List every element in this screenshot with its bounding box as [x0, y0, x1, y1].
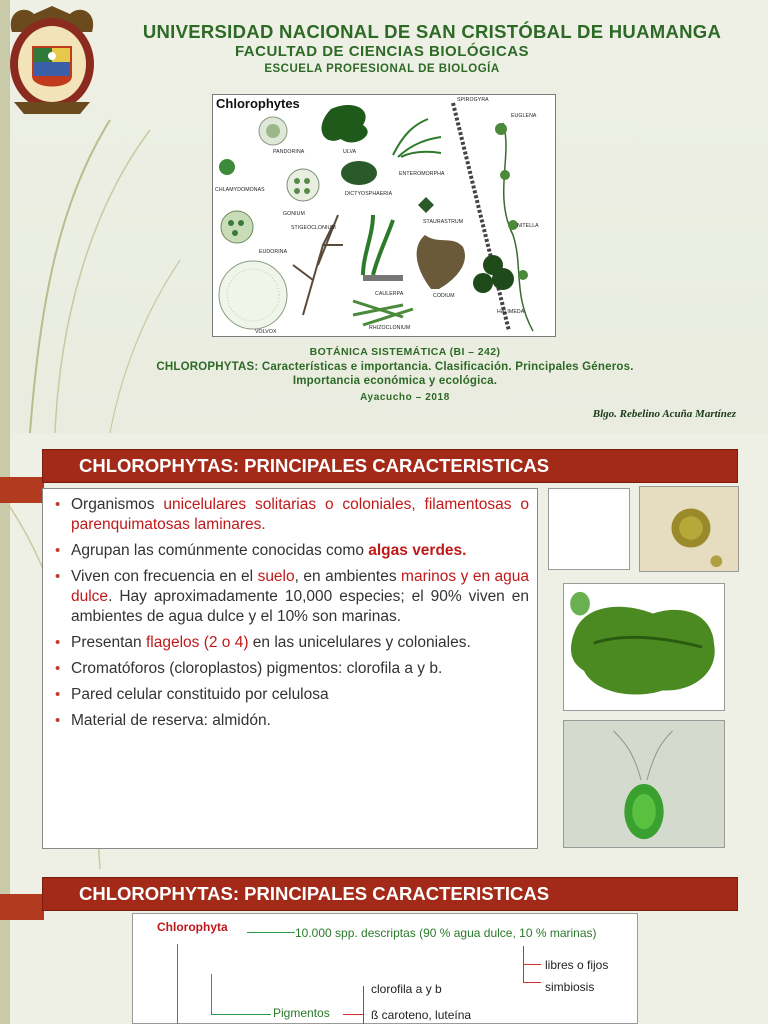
bullet-highlight: marinos y en agua dulce [71, 568, 529, 605]
label-rhizoclonium: RHIZOCLONIUM [369, 325, 411, 331]
label-halimeda: HALIMEDA [497, 309, 525, 315]
bullet-highlight: suelo [257, 568, 295, 585]
subject-line2: Importancia económica y ecológica. [292, 375, 498, 387]
label-codium: CODIUM [433, 293, 455, 299]
bullet-text: . Hay aproximadamente 10,000 especies; el 90% viven en ambientes de agua dulce y el 10% son marinas. [71, 588, 529, 625]
left-stripe [0, 869, 10, 1024]
university-name: UNIVERSIDAD NACIONAL DE SAN CRISTÓBAL DE HUAMANGA [142, 21, 722, 42]
connector-line [363, 986, 364, 1024]
list-item [51, 633, 529, 653]
label-staurastrum: STAURASTRUM [423, 219, 464, 225]
diagram-symbiosis: simbiosis [545, 980, 595, 994]
label-chlamydomonas: CHLAMYDOMONAS [215, 187, 265, 193]
subject-rest: Características e importancia. Clasificación. Principales Géneros. [258, 361, 634, 373]
banner-title: CHLOROPHYTAS: PRINCIPALES CARACTERISTICAS [79, 883, 550, 904]
bullet-text: en las unicelulares y coloniales. [248, 634, 471, 651]
bullet-text: Organismos [71, 496, 164, 513]
bullet-highlight: unicelulares solitarias o coloniales, filamentosas o parenquimatosas laminares. [71, 496, 529, 533]
chlorophytes-plate [212, 94, 556, 337]
list-item: • Cromatóforos (cloroplastos) pigmentos: clorofila a y b. [51, 659, 529, 679]
label-ulva: ULVA [343, 149, 357, 155]
list-item [51, 567, 529, 627]
ulva-photo [563, 583, 725, 711]
bullet-text: , en ambientes [294, 568, 402, 585]
list-item [51, 495, 529, 535]
banner-title: CHLOROPHYTAS: PRINCIPALES CARACTERISTICAS [79, 455, 550, 476]
connector-line [211, 1014, 271, 1015]
subject-keyword: CHLOROPHYTAS: [156, 361, 259, 373]
chlamydomonas-photo [563, 720, 725, 848]
banner-tab [0, 894, 44, 920]
subject-title [60, 360, 730, 388]
chlorophyta-diagram [132, 913, 638, 1024]
plate-title: Chlorophytes [216, 96, 300, 111]
ulva-icon [564, 584, 724, 710]
banner-tab [0, 477, 44, 503]
diagram-pigments: Pigmentos [273, 1006, 330, 1020]
classification-banner [42, 877, 738, 911]
connector-line [343, 1014, 363, 1015]
author-name: Blgo. Rebelino Acuña Martínez [592, 408, 736, 420]
bullet-highlight: flagelos (2 o 4) [145, 634, 249, 651]
label-nitella: NITELLA [517, 223, 539, 229]
connector-line [523, 964, 541, 965]
label-spirogyra: SPIROGYRA [457, 97, 489, 103]
label-caulerpa: CAULERPA [375, 291, 404, 297]
connector-line [247, 932, 295, 933]
bullet-text: Presentan [71, 634, 146, 651]
characteristics-banner [42, 449, 738, 483]
course-code: BOTÁNICA SISTEMÁTICA (BI – 242) [309, 346, 501, 358]
chlorophytes-illustration [213, 95, 555, 336]
place-year: Ayacucho – 2018 [360, 392, 450, 403]
connector-line [177, 944, 178, 1024]
list-item: • Pared celular constituido por celulosa [51, 685, 529, 705]
connector-line [211, 974, 212, 1014]
diagram-root: Chlorophyta [157, 920, 228, 934]
label-enteromorpha: ENTEROMORPHA [399, 171, 445, 177]
characteristics-list-box [42, 488, 538, 849]
faculty-name: FACULTAD DE CIENCIAS BIOLÓGICAS [234, 43, 530, 60]
chlamydomonas-icon [564, 721, 724, 847]
school-name: ESCUELA PROFESIONAL DE BIOLOGÍA [264, 63, 500, 75]
title-slide [0, 0, 768, 433]
list-item: • Material de reserva: almidón. [51, 711, 529, 731]
pediastrum-photo [639, 486, 739, 572]
label-dictyosphaeria: DICTYOSPHAERIA [345, 191, 393, 197]
diagram-description: 10.000 spp. descriptas (90 % agua dulce, 10 % marinas) [295, 926, 597, 940]
diagram-carotene: ß caroteno, luteína [371, 1008, 472, 1022]
diagram-free: libres o fijos [545, 958, 609, 972]
blank-photo [548, 488, 630, 570]
pediastrum-icon [640, 487, 738, 571]
connector-line [523, 982, 541, 983]
bullet-text: Viven con frecuencia en el [71, 568, 258, 585]
label-euglena: EUGLENA [511, 113, 537, 119]
list-item [51, 541, 529, 561]
bullet-text: Agrupan las comúnmente conocidas como [71, 542, 369, 559]
label-gonium: GONIUM [283, 211, 305, 217]
diagram-chlorophyll: clorofila a y b [371, 982, 442, 996]
characteristics-list [51, 495, 529, 737]
label-volvox: VOLVOX [255, 329, 277, 335]
label-pandorina: PANDORINA [273, 149, 305, 155]
label-eudorina: EUDORINA [259, 249, 288, 255]
bullet-highlight: algas verdes. [368, 542, 467, 559]
label-stigeoclonium: STIGEOCLONIUM [291, 225, 336, 231]
university-seal-icon [4, 2, 100, 120]
